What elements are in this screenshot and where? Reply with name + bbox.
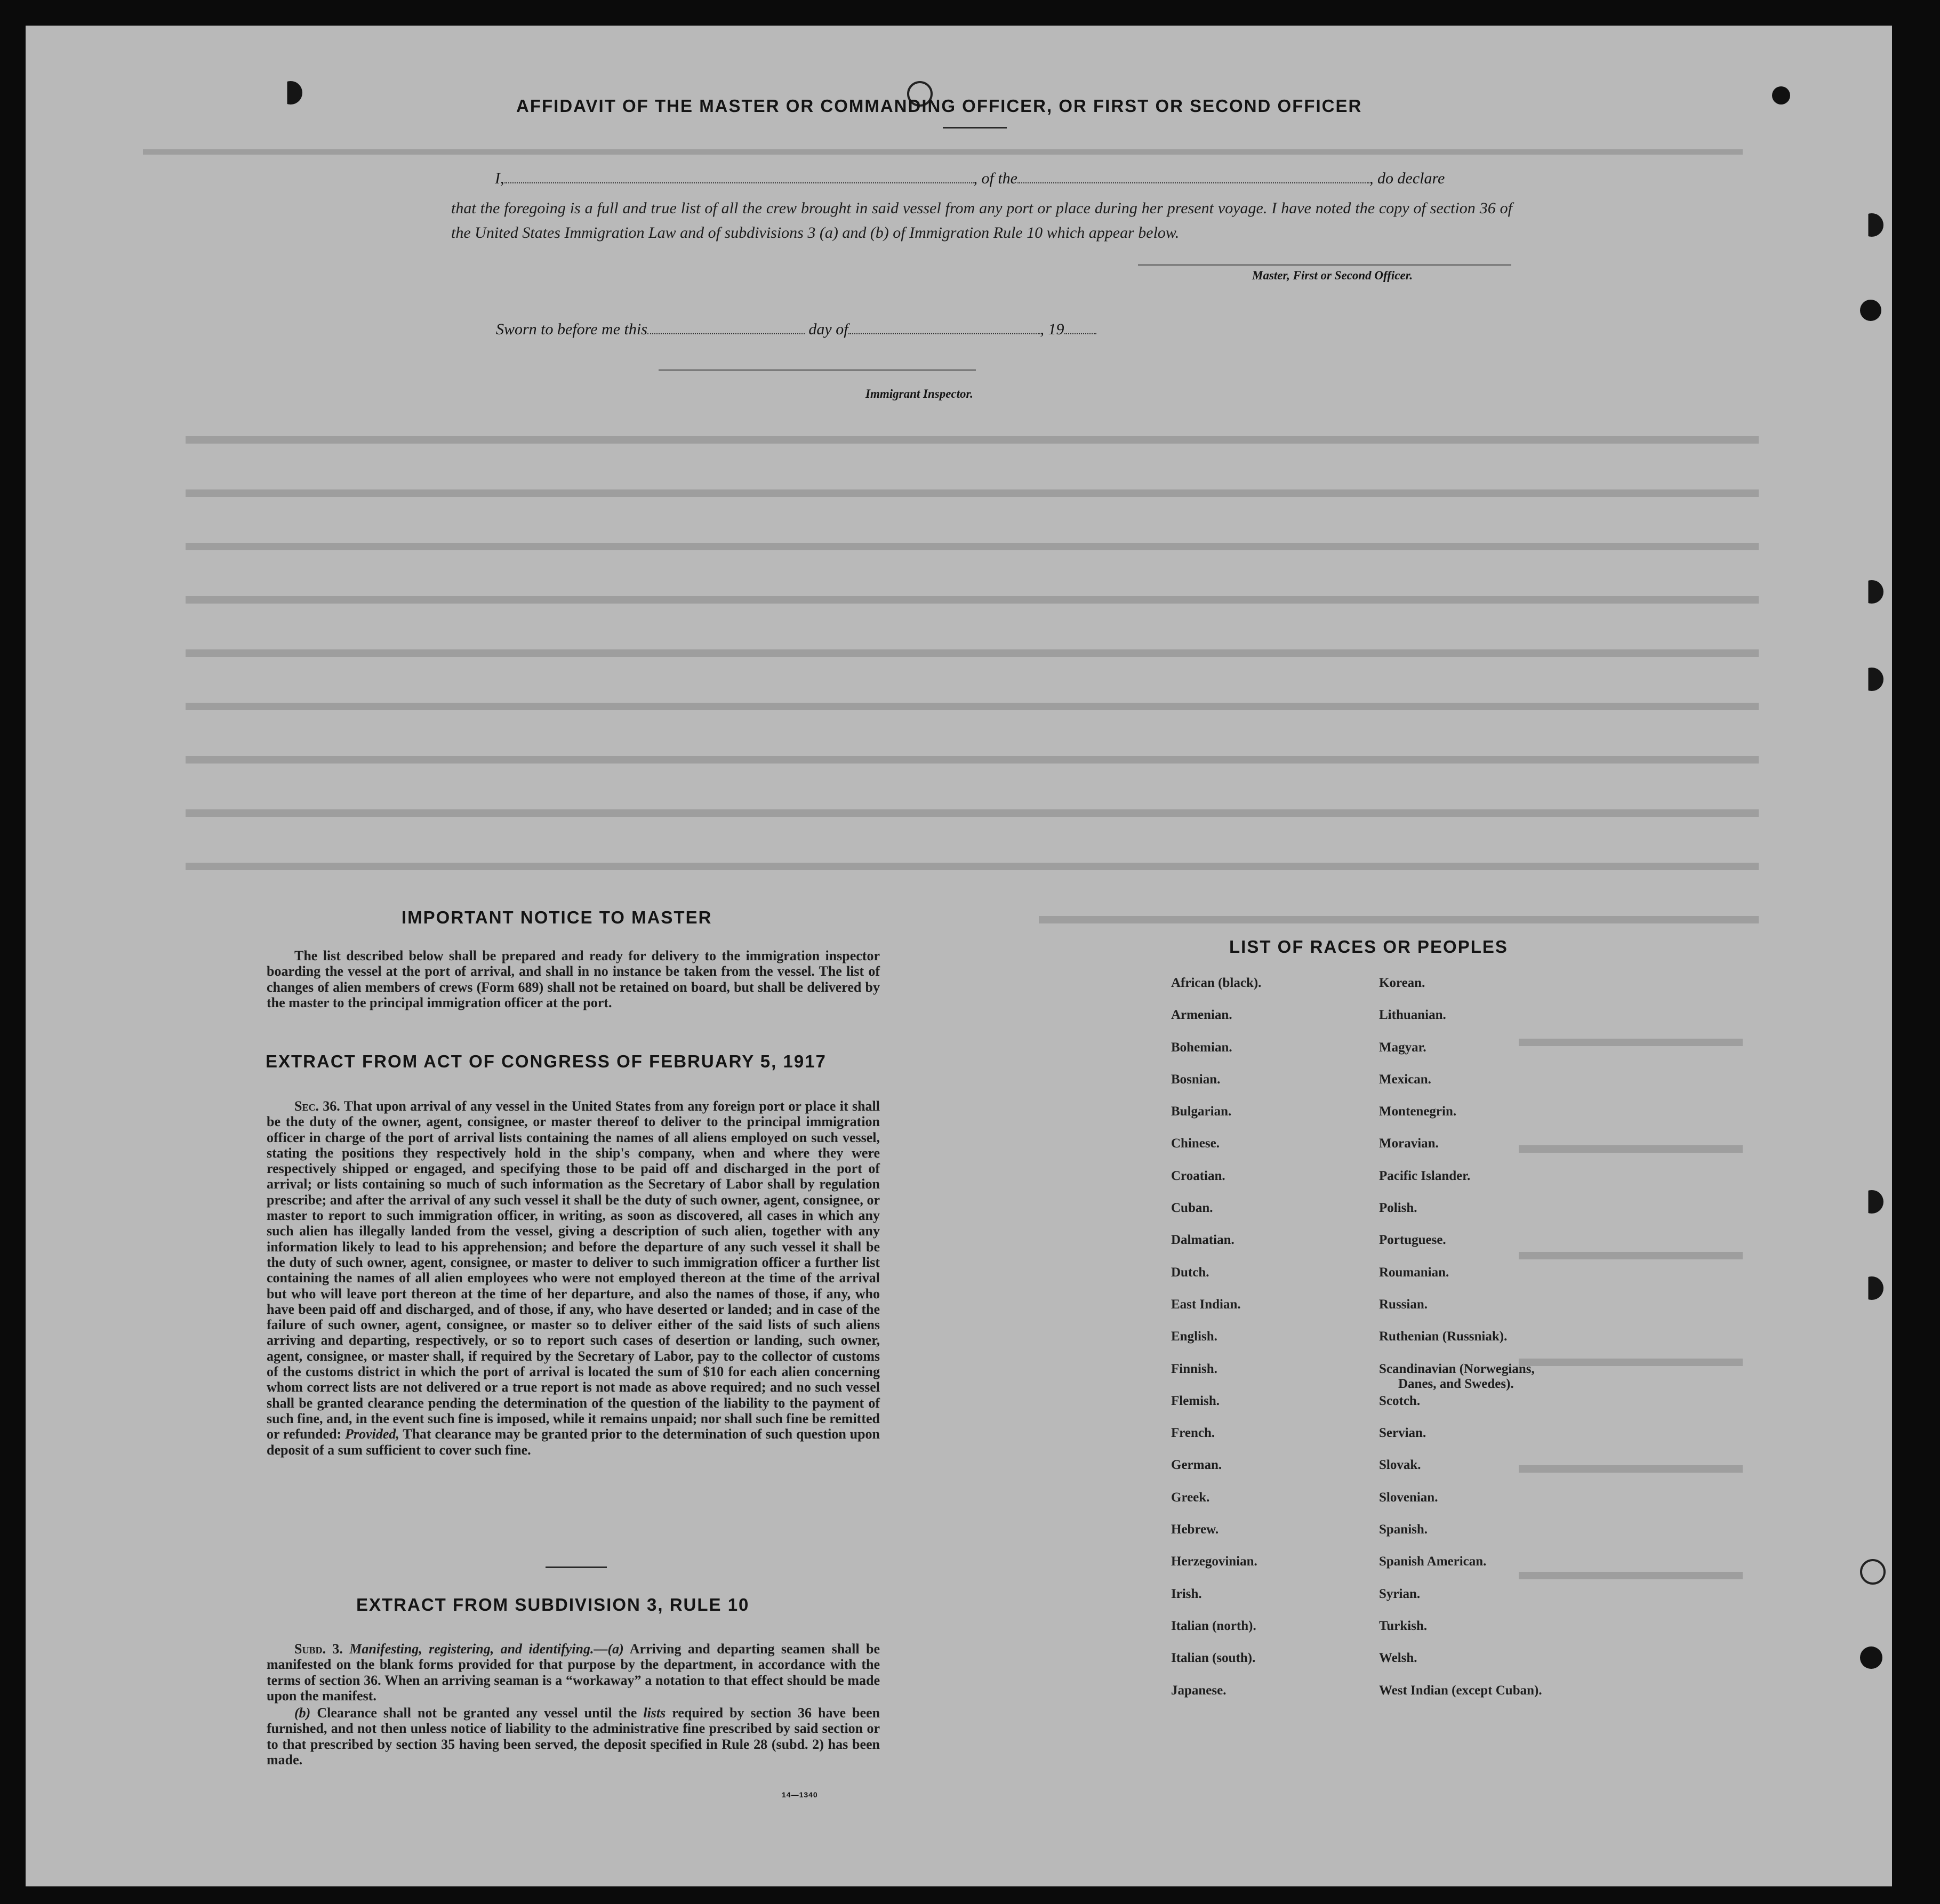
punch-hole-icon — [1860, 580, 1883, 604]
race-item: Finnish. — [1171, 1361, 1217, 1376]
race-item: Mexican. — [1379, 1072, 1431, 1087]
section-36-text: That upon arrival of any vessel in the United States from any foreign port or place it shall be the duty of the owner, agent, consignee, or master thereof to deliver to the principal immigration officer in charge of the port of arrival lists containing the names of all aliens employed on such vessel, stating the positions they respectively hold in the ship's company, when and where they were respectively shipped or engaged, and specifying those to be paid off and discharged in the port of arrival; or lists containing so much of such information as the Secretary of Labor shall by regulation prescribe; and after the arrival of any such vessel it shall be the duty of such owner, agent, consignee, or master to report to such immigration officer, in writing, as soon as discovered, all cases in which any such alien has illegally landed from the vessel, giving a description of such alien, together with any information likely to lead to his apprehension; and before the departure of any such vessel it shall be the duty of such owner, agent, consignee, or master to deliver to such immigration officer a further list containing the names of all alien employees who were not employed thereon at the time of the arrival but who will leave port thereon at the time of her departure, and also the names of those, if any, who have been paid off and discharged, and of those, if any, who have deserted or landed; and in case of the failure of such owner, agent, consignee, or master so to deliver either of the said lists of such aliens arriving and departing, respectively, or so to report such cases of desertion or landing, such owner, agent, consignee, or master shall, if required by the Secretary of Labor, pay to the collector of customs of the customs district in which the port of arrival is located the sum of $10 for each alien concerning whom correct lists are not delivered or a true report is not made as above required; and no such vessel shall be granted clearance pending the determination of the question of the liability to the payment of such fine, and, in the event such fine is imposed, while it remains unpaid; nor shall such fine be remitted or refunded: — [267, 1098, 880, 1442]
race-item: Slovenian. — [1379, 1490, 1438, 1505]
name-blank[interactable] — [504, 170, 974, 183]
race-item: Chinese. — [1171, 1136, 1220, 1151]
subd-a-text: Arriving and departing seamen shall be manifested on the blank forms provided for that purpose by the department, in accordance with the terms of section 36. When an arriving seaman is a “workaway” a notation to that effect should be made upon the manifest. — [267, 1641, 880, 1704]
race-item: Italian (north). — [1171, 1618, 1256, 1633]
subd-b-label: (b) — [294, 1705, 311, 1721]
race-item: Slovak. — [1379, 1458, 1421, 1473]
race-item: Pacific Islander. — [1379, 1168, 1471, 1183]
punch-hole-icon — [1860, 213, 1883, 237]
race-item: Russian. — [1379, 1297, 1428, 1312]
race-item: Hebrew. — [1171, 1522, 1219, 1537]
races-title: LIST OF RACES OR PEOPLES — [1229, 937, 1508, 957]
punch-hole-icon — [1860, 1559, 1886, 1585]
punch-hole-icon — [1860, 668, 1883, 691]
affidavit-title-rule — [943, 127, 1007, 128]
subd-b-text-2: required by section 36 have been furnished, and not then unless notice of liability to the administrative fine prescribed by said section or to that prescribed by section 35 having been served, the deposit specified in Rule 28 (subd. 2) has been made. — [267, 1705, 880, 1768]
race-item: Herzegovinian. — [1171, 1554, 1257, 1569]
form-number: 14—1340 — [782, 1790, 818, 1799]
affidavit-body: that the foregoing is a full and true list of all the crew brought in said vessel from any port or place during her present voyage. I have noted the copy of section 36 of the United States Immigration Law and of subdivisions 3 (a) and (b) of Immigration Rule 10 which appear below. — [451, 199, 1512, 242]
race-item: Scotch. — [1379, 1393, 1421, 1408]
rule-title: EXTRACT FROM SUBDIVISION 3, RULE 10 — [356, 1595, 750, 1614]
subd-b-text-1: Clearance shall not be granted any vessel until the — [317, 1705, 637, 1721]
vessel-blank[interactable] — [1017, 170, 1369, 183]
act-body — [267, 1098, 880, 1458]
section-label: Sec. 36. — [294, 1098, 340, 1114]
notice-body: The list described below shall be prepared and ready for delivery to the immigration inspector boarding the vessel at the port of arrival, and shall in no instance be taken from the vessel. The list of changes of alien members of crews (Form 689) shall not be retained on board, but shall be delivered by the master to the principal immigration officer at the port. — [267, 948, 880, 1010]
signature-caption: Master, First or Second Officer. — [1252, 269, 1413, 282]
subd-b-lists: lists — [643, 1705, 666, 1721]
race-item: Bohemian. — [1171, 1040, 1232, 1055]
race-item: French. — [1171, 1426, 1215, 1441]
race-item: Flemish. — [1171, 1393, 1220, 1408]
punch-hole-icon — [1860, 1276, 1883, 1300]
provided-text: That clearance may be granted prior to the determination of such question upon deposit of a sum sufficient to cover such fine. — [267, 1426, 880, 1458]
race-item: West Indian (except Cuban). — [1379, 1683, 1542, 1698]
race-item: Bulgarian. — [1171, 1104, 1232, 1119]
signature-line[interactable] — [1138, 264, 1511, 266]
act-title: EXTRACT FROM ACT OF CONGRESS OF FEBRUARY 5, 1917 — [266, 1051, 827, 1071]
inspector-signature-line[interactable] — [659, 369, 976, 371]
race-item: Magyar. — [1379, 1040, 1426, 1055]
race-item: Roumanian. — [1379, 1265, 1449, 1280]
race-item: Ruthenian (Russniak). — [1379, 1329, 1508, 1344]
rule-subd-a — [267, 1641, 880, 1704]
act-end-rule — [546, 1566, 607, 1568]
race-item: Servian. — [1379, 1426, 1426, 1441]
race-item: Dalmatian. — [1171, 1233, 1234, 1248]
race-item: Moravian. — [1379, 1136, 1439, 1151]
race-item: Lithuanian. — [1379, 1008, 1446, 1023]
race-item: Spanish. — [1379, 1522, 1428, 1537]
race-item: Turkish. — [1379, 1618, 1428, 1633]
document-page — [26, 26, 1892, 1886]
race-item: German. — [1171, 1458, 1222, 1473]
race-item: Irish. — [1171, 1586, 1202, 1601]
race-item: Bosnian. — [1171, 1072, 1221, 1087]
inspector-caption: Immigrant Inspector. — [865, 387, 973, 400]
punch-hole-icon — [279, 81, 302, 105]
race-item: Portuguese. — [1379, 1233, 1446, 1248]
race-item: Croatian. — [1171, 1168, 1225, 1183]
provided-label: Provided, — [345, 1426, 399, 1442]
races-left-column — [1171, 976, 1261, 1715]
notice-title: IMPORTANT NOTICE TO MASTER — [402, 907, 712, 927]
punch-hole-icon — [1860, 300, 1881, 321]
sworn-line: Sworn to before me this day of , 19 — [496, 320, 1096, 339]
race-item: English. — [1171, 1329, 1217, 1344]
race-item: Korean. — [1379, 976, 1425, 990]
race-item: Armenian. — [1171, 1008, 1232, 1023]
subd-label: Subd. 3. — [294, 1641, 343, 1657]
race-item: Spanish American. — [1379, 1554, 1487, 1569]
race-item: East Indian. — [1171, 1297, 1241, 1312]
race-item: Dutch. — [1171, 1265, 1209, 1280]
affidavit-declaration-line: I, , of the , do declare — [495, 170, 1445, 187]
race-item: Polish. — [1379, 1201, 1417, 1216]
punch-hole-icon — [1860, 1190, 1883, 1214]
punch-hole-icon — [1772, 86, 1790, 105]
race-item: Cuban. — [1171, 1201, 1213, 1216]
race-item: Welsh. — [1379, 1651, 1417, 1666]
race-item-scandinavian: Scandinavian (Norwegians, Danes, and Swedes). — [1379, 1361, 1535, 1391]
race-item: Greek. — [1171, 1490, 1210, 1505]
races-right-column — [1379, 976, 1542, 1715]
subd-a-heading: Manifesting, registering, and identifying.—(a) — [349, 1641, 624, 1657]
sworn-month-blank[interactable] — [848, 320, 1040, 334]
race-item: Syrian. — [1379, 1586, 1421, 1601]
rule-subd-b — [267, 1705, 880, 1768]
race-item: Montenegrin. — [1379, 1104, 1457, 1119]
sworn-day-blank[interactable] — [647, 320, 805, 334]
race-item: Italian (south). — [1171, 1651, 1256, 1666]
punch-hole-icon — [1860, 1646, 1882, 1669]
sworn-year-blank[interactable] — [1064, 320, 1096, 334]
affidavit-title: AFFIDAVIT OF THE MASTER OR COMMANDING OFFICER, OR FIRST OR SECOND OFFICER — [516, 96, 1362, 116]
race-item: Japanese. — [1171, 1683, 1226, 1698]
race-item: African (black). — [1171, 976, 1262, 990]
